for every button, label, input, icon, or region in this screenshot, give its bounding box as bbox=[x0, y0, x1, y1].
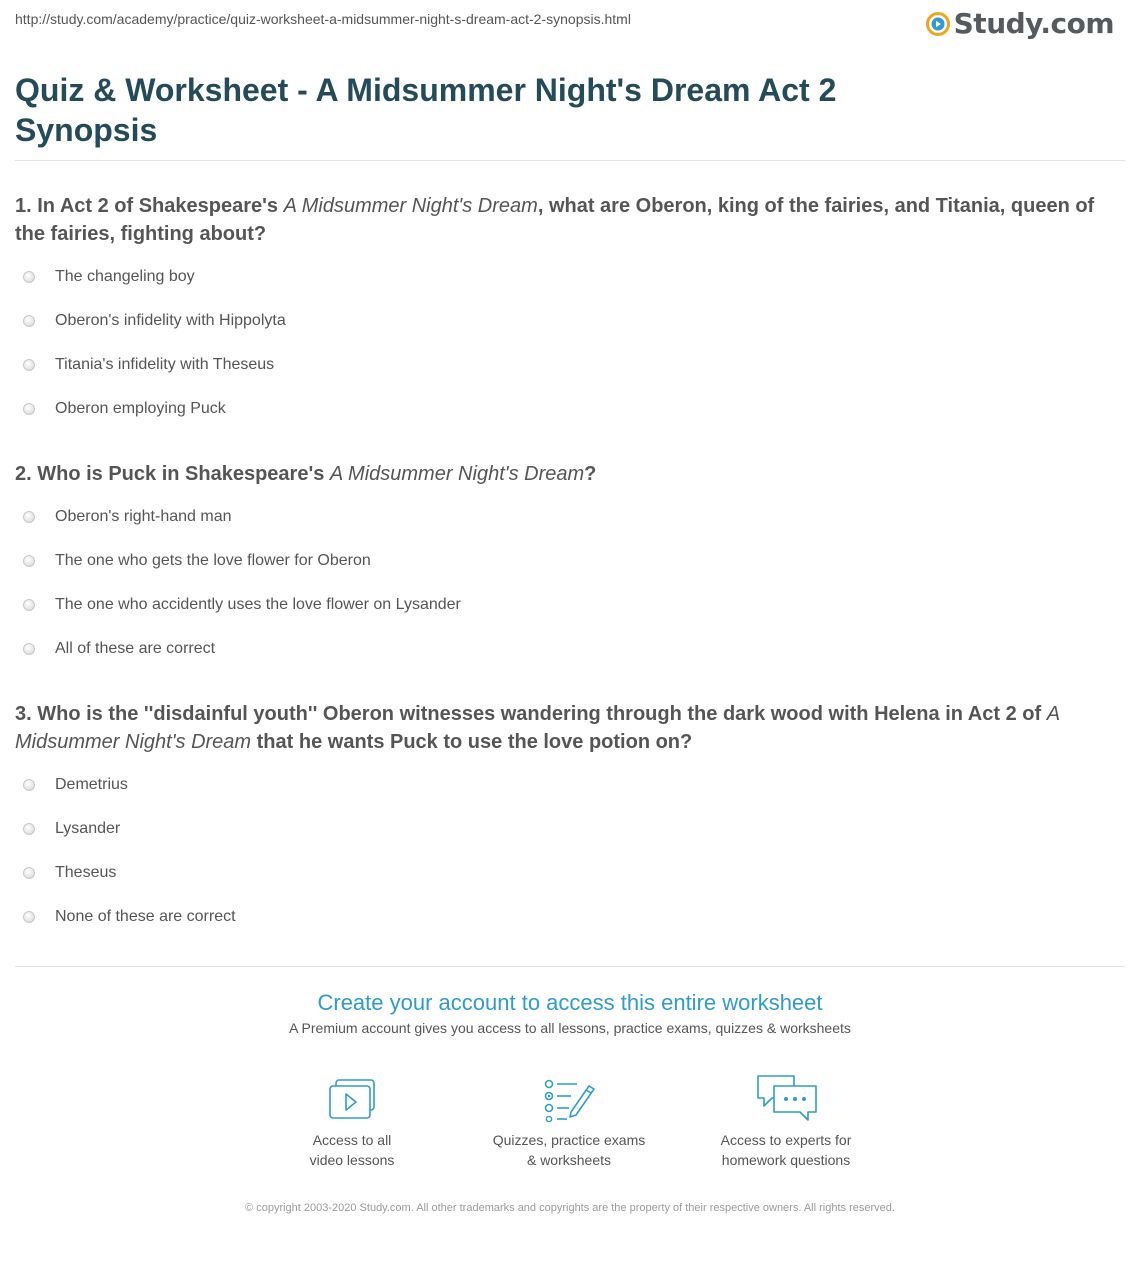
title-divider bbox=[15, 160, 1125, 161]
radio-button[interactable] bbox=[23, 911, 35, 923]
answer-option[interactable]: The one who accidently uses the love flower on Lysander bbox=[15, 583, 1125, 627]
page-url: http://study.com/academy/practice/quiz-worksheet-a-midsummer-night-s-dream-act-2-synopsis.html bbox=[15, 11, 631, 27]
radio-button[interactable] bbox=[23, 403, 35, 415]
feature-label-line2: homework questions bbox=[721, 1152, 851, 1168]
question-1 bbox=[15, 192, 1125, 431]
question-text: 2. Who is Puck in Shakespeare's A Midsummer Night's Dream? bbox=[15, 463, 597, 485]
question-2 bbox=[15, 460, 1125, 671]
answer-option[interactable]: The changeling boy bbox=[15, 255, 1125, 299]
copyright-notice: © copyright 2003-2020 Study.com. All other trademarks and copyrights are the property of their respective owners. All rights reserved. bbox=[245, 1202, 895, 1214]
feature-label-line1: Quizzes, practice exams bbox=[492, 1132, 646, 1148]
answer-list bbox=[15, 763, 1125, 939]
feature-label-line1: Access to all bbox=[312, 1132, 392, 1148]
radio-button[interactable] bbox=[23, 643, 35, 655]
radio-button[interactable] bbox=[23, 271, 35, 283]
feature-list bbox=[0, 1072, 1140, 1172]
question-3 bbox=[15, 700, 1125, 939]
feature-label-line2: video lessons bbox=[309, 1152, 395, 1168]
video-lessons-icon bbox=[326, 1078, 378, 1122]
feature-video-lessons bbox=[252, 1072, 452, 1170]
answer-option[interactable]: Demetrius bbox=[15, 763, 1125, 807]
question-text: 1. In Act 2 of Shakespeare's A Midsummer Night's Dream, what are Oberon, king of the fairies, and Titania, queen of the fairies, fighting about? bbox=[15, 195, 1095, 245]
feature-label-line1: Access to experts for bbox=[720, 1132, 852, 1148]
logo-text: Study.com bbox=[953, 7, 1114, 40]
question-text: 3. Who is the ''disdainful youth'' Oberon witnesses wandering through the dark wood with Helena in Act 2 of A Midsummer Night's Dream that he wants Puck to use the love potion on? bbox=[15, 703, 1060, 753]
answer-option[interactable]: Oberon employing Puck bbox=[15, 387, 1125, 431]
cta-title-link[interactable]: Create your account to access this entire worksheet bbox=[317, 990, 823, 1015]
feature-label-line2: & worksheets bbox=[526, 1152, 612, 1168]
radio-button[interactable] bbox=[23, 823, 35, 835]
answer-list bbox=[15, 495, 1125, 671]
radio-button[interactable] bbox=[23, 359, 35, 371]
cta-subtitle: A Premium account gives you access to all lessons, practice exams, quizzes & worksheets bbox=[289, 1020, 851, 1036]
answer-option[interactable]: Lysander bbox=[15, 807, 1125, 851]
feature-quizzes bbox=[469, 1072, 669, 1170]
page-title: Quiz & Worksheet - A Midsummer Night's Dream Act 2 Synopsis bbox=[15, 72, 837, 148]
answer-list bbox=[15, 255, 1125, 431]
answer-option[interactable]: Oberon's right-hand man bbox=[15, 495, 1125, 539]
radio-button[interactable] bbox=[23, 511, 35, 523]
radio-button[interactable] bbox=[23, 555, 35, 567]
answer-option[interactable]: All of these are correct bbox=[15, 627, 1125, 671]
top-bar bbox=[0, 0, 1140, 44]
chat-bubbles-icon bbox=[754, 1072, 818, 1122]
quiz-checklist-icon bbox=[541, 1078, 597, 1122]
play-circle-icon bbox=[926, 12, 950, 36]
answer-option[interactable]: Theseus bbox=[15, 851, 1125, 895]
answer-option[interactable]: None of these are correct bbox=[15, 895, 1125, 939]
signup-cta bbox=[0, 988, 1140, 1036]
radio-button[interactable] bbox=[23, 779, 35, 791]
radio-button[interactable] bbox=[23, 867, 35, 879]
answer-option[interactable]: Titania's infidelity with Theseus bbox=[15, 343, 1125, 387]
radio-button[interactable] bbox=[23, 315, 35, 327]
answer-option[interactable]: The one who gets the love flower for Oberon bbox=[15, 539, 1125, 583]
feature-experts bbox=[686, 1072, 886, 1170]
radio-button[interactable] bbox=[23, 599, 35, 611]
study-logo[interactable] bbox=[926, 8, 1114, 40]
content-divider bbox=[15, 966, 1125, 967]
answer-option[interactable]: Oberon's infidelity with Hippolyta bbox=[15, 299, 1125, 343]
